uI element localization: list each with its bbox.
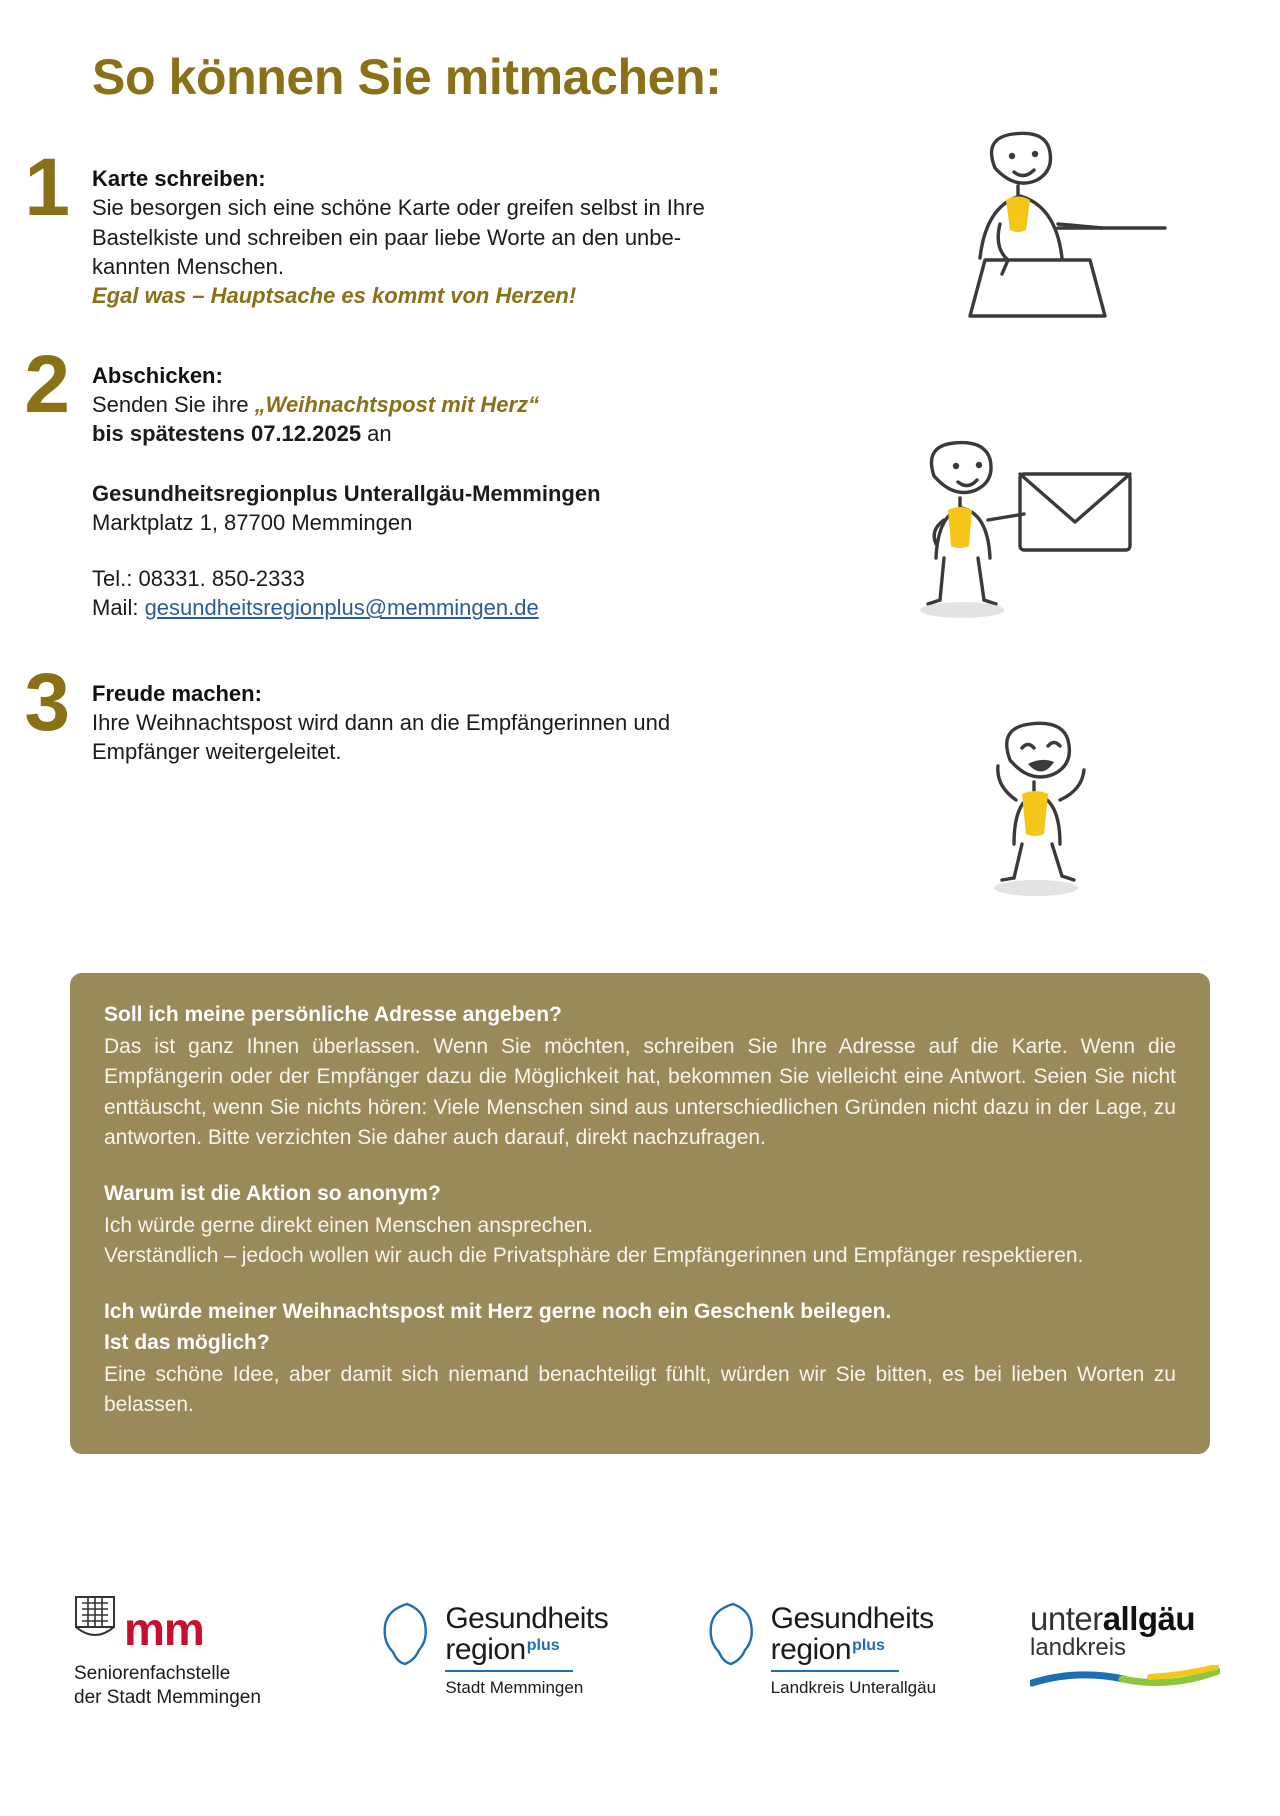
step-2-campaign-name: „Weihnachtspost mit Herz“ xyxy=(254,391,540,417)
faq-item-2 xyxy=(104,1180,1176,1272)
mail-label: Mail: xyxy=(92,595,145,621)
step-1-line-1: Sie besorgen sich eine schöne Karte oder greifen selbst in Ihre xyxy=(92,195,705,221)
step-2-deadline: bis spätestens 07.12.2025 xyxy=(92,421,362,447)
logo-unterallgaeu-landkreis xyxy=(1030,1600,1240,1696)
faq-question-1: Soll ich meine persönliche Adresse angeben? xyxy=(104,1003,562,1026)
faq-item-1 xyxy=(104,1001,1176,1154)
mail-line xyxy=(92,593,812,622)
step-number-1: 1 xyxy=(24,142,70,233)
region-outline-icon xyxy=(705,1600,761,1689)
faq-item-3 xyxy=(104,1298,1176,1421)
grp2-divider xyxy=(771,1670,899,1672)
step-1-line-3: kannten Menschen. xyxy=(92,253,285,279)
memmingen-crest-icon xyxy=(74,1595,116,1650)
footer-logo-bar xyxy=(0,1600,1280,1790)
grp1-line-2-row xyxy=(445,1634,608,1666)
step-body-1 xyxy=(92,150,812,311)
faq-box xyxy=(70,973,1210,1454)
step-1-line-2: Bastelkiste und schreiben ein paar liebe Worte an den unbe- xyxy=(92,224,682,250)
ua-swoosh-icon xyxy=(1030,1665,1240,1696)
step-3-heading: Freude machen: xyxy=(92,680,262,706)
grp1-line-1: Gesundheits xyxy=(445,1602,609,1635)
step-3-line-2: Empfänger weitergeleitet. xyxy=(92,739,342,765)
mm-logo-row xyxy=(74,1600,324,1655)
step-2-send-prefix: Senden Sie ihre xyxy=(92,391,255,417)
step-item-1 xyxy=(0,142,1280,311)
ua-line-1-light: unter xyxy=(1029,1600,1103,1637)
grp2-line-1: Gesundheits xyxy=(770,1602,934,1635)
grp1-wordmark xyxy=(445,1600,608,1698)
grp2-line-2-row xyxy=(771,1634,936,1666)
region-outline-icon xyxy=(379,1600,435,1689)
step-item-3 xyxy=(0,656,1280,767)
grp1-line-2: region xyxy=(445,1633,526,1666)
step-body-2 xyxy=(92,347,812,623)
phone-label: Tel.: xyxy=(92,565,139,591)
faq-answer-3: Eine schöne Idee, aber damit sich niemand benachteiligt fühlt, würden wir Sie bitten, es bei lieben Worten zu belassen. xyxy=(104,1362,1176,1416)
faq-question-3-line-2: Ist das möglich? xyxy=(104,1330,270,1354)
faq-answer-2-line-1: Ich würde gerne direkt einen Menschen ansprechen. xyxy=(104,1213,594,1237)
logo-gesundheitsregion-stadt-memmingen xyxy=(379,1600,649,1698)
step-1-heading: Karte schreiben: xyxy=(92,166,266,191)
mm-wordmark: mm xyxy=(124,1602,204,1655)
faq-answer-1: Das ist ganz Ihnen überlassen. Wenn Sie möchten, schreiben Sie Ihre Adresse auf die Karte. Wenn die Empfängerin oder der Empfänger dazu die Möglichkeit hat, bekommen Sie vielleicht eine Antwort. Seien Sie nicht enttäuscht, wenn Sie nichts hören: Viele Menschen sind aus unterschiedlichen Gründen nicht dazu in der Lage, zu antworten. Bitte verzichten Sie daher auch darauf, direkt nachzufragen. xyxy=(104,1034,1176,1150)
step-number-3: 3 xyxy=(24,656,70,748)
logo-gesundheitsregion-landkreis-unterallgaeu xyxy=(705,1600,975,1698)
step-number-2: 2 xyxy=(24,338,70,430)
faq-question-3: Ich würde meiner Weihnachtspost mit Herz gerne noch ein Geschenk beilegen. xyxy=(104,1299,892,1323)
organisation-address-block xyxy=(92,479,812,538)
grp1-divider xyxy=(445,1670,573,1672)
ua-line-2: landkreis xyxy=(1029,1634,1127,1661)
faq-question-2: Warum ist die Aktion so anonym? xyxy=(104,1181,441,1205)
step-2-send-line xyxy=(92,390,812,419)
grp2-tagline: Landkreis Unterallgäu xyxy=(770,1677,937,1697)
contact-block xyxy=(92,564,812,623)
step-2-deadline-line xyxy=(92,419,812,448)
organisation-name: Gesundheitsregionplus Unterallgäu-Memmingen xyxy=(92,480,601,506)
phone-line xyxy=(92,564,812,593)
steps-list xyxy=(0,142,1280,767)
grp1-tagline: Stadt Memmingen xyxy=(445,1677,584,1697)
step-1-emphasis: Egal was – Hauptsache es kommt von Herzen! xyxy=(92,283,577,309)
grp2-plus-superscript: plus xyxy=(852,1637,885,1654)
grp2-line-2: region xyxy=(770,1633,852,1666)
mm-subtitle-line-1: Seniorenfachstelle xyxy=(74,1663,231,1684)
mm-subtitle-line-2: der Stadt Memmingen xyxy=(74,1686,261,1708)
logo-seniorenfachstelle-memmingen xyxy=(74,1600,324,1710)
mm-subtitle xyxy=(74,1662,324,1710)
faq-answer-2-line-2: Verständlich – jedoch wollen wir auch die Privatsphäre der Empfängerinnen und Empfänger respektieren. xyxy=(104,1244,1084,1268)
ua-line-1 xyxy=(1030,1602,1240,1635)
ua-line-1-bold: allgäu xyxy=(1102,1600,1196,1637)
step-3-line-1: Ihre Weihnachtspost wird dann an die Empfängerinnen und xyxy=(92,709,671,735)
phone-number: 08331. 850-2333 xyxy=(138,565,305,591)
step-item-2 xyxy=(0,338,1280,623)
grp1-plus-superscript: plus xyxy=(526,1637,560,1654)
organisation-address: Marktplatz 1, 87700 Memmingen xyxy=(92,510,413,536)
grp2-wordmark xyxy=(771,1600,936,1698)
step-body-3 xyxy=(92,665,812,767)
step-2-heading: Abschicken: xyxy=(92,362,223,388)
email-link[interactable]: gesundheitsregionplus@memmingen.de xyxy=(144,595,539,621)
page-title: So können Sie mitmachen: xyxy=(92,49,722,105)
step-2-deadline-suffix: an xyxy=(361,421,392,447)
